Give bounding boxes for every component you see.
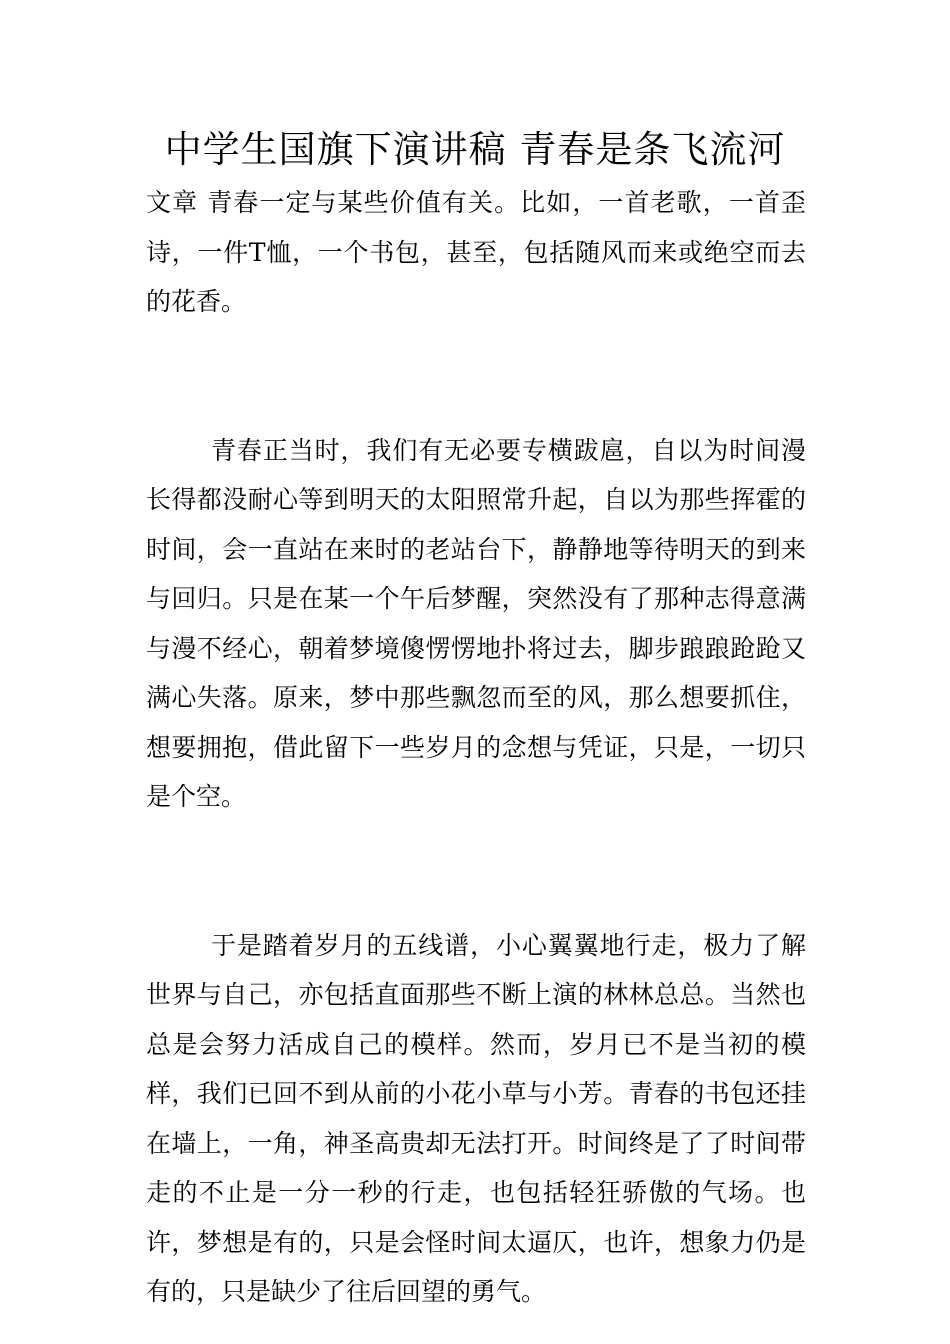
paragraph-spacer [146,376,806,426]
document-title: 中学生国旗下演讲稿 青春是条飞流河 [164,128,786,171]
paragraph-spacer [146,327,806,377]
paragraph-2: 青春正当时，我们有无必要专横跋扈，自以为时间漫长得都没耐心等到明天的太阳照常升起，自以为那些挥霍的时间，会一直站在来时的老站台下，静静地等待明天的到来与回归。只是在某一个午后梦醒，突然没有了那种志得意满与漫不经心，朝着梦境傻愣愣地扑将过去，脚步踉踉跄跄又满心失落。原来，梦中那些飘忽而至的风，那么想要抓住，想要拥抱，借此留下一些岁月的念想与凭证，只是，一切只是个空。 [146,435,806,811]
paragraph-3: 于是踏着岁月的五线谱，小心翼翼地行走，极力了解世界与自己，亦包括直面那些不断上演的林林总总。当然也总是会努力活成自己的模样。然而，岁月已不是当初的模样，我们已回不到从前的小花小草与小芳。青春的书包还挂在墙上，一角，神圣高贵却无法打开。时间终是了了时间带走的不止是一分一秒的行走，也包括轻狂骄傲的气场。也许，梦想是有的，只是会怪时间太逼仄，也许，想象力仍是有的，只是缺少了往后回望的勇气。 [146,930,806,1306]
document-body [146,178,806,1317]
paragraph-intro: 文章 青春一定与某些价值有关。比如，一首老歌，一首歪诗，一件T恤，一个书包，甚至，包括随风而来或绝空而去的花香。 [146,188,806,316]
paragraph-spacer [146,822,806,872]
paragraph-spacer [146,871,806,921]
